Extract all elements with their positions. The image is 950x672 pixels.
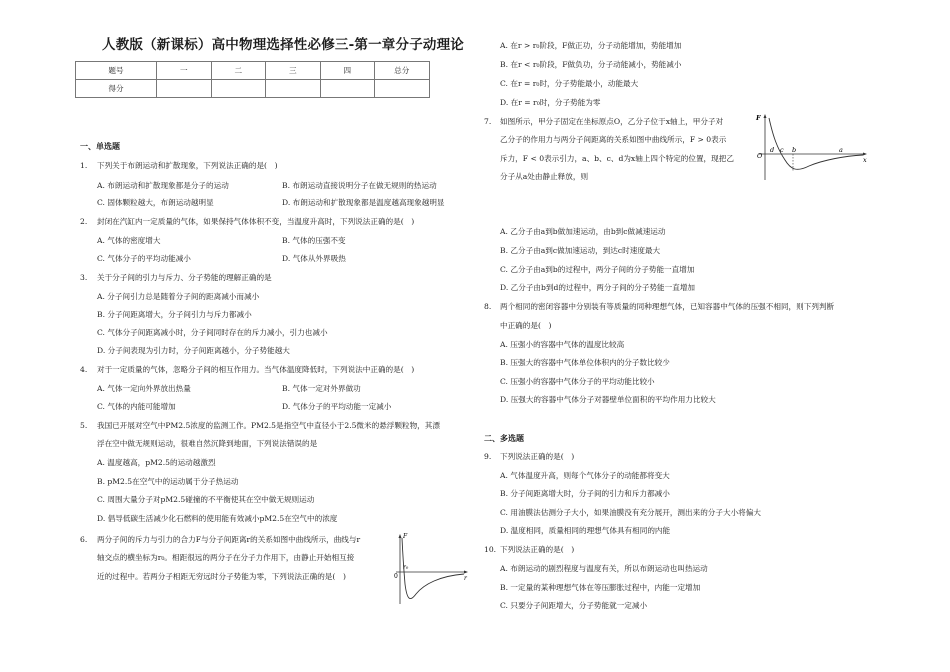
q9-option-c: C. 用油膜法估测分子大小，如果油膜没有充分展开，测出来的分子大小将偏大 bbox=[500, 508, 761, 517]
q1-option-c: C. 固体颗粒越大，布朗运动越明显 bbox=[97, 198, 214, 207]
score-cell bbox=[211, 80, 266, 98]
q2-option-b: B. 气体的压强不变 bbox=[282, 236, 346, 245]
q10-option-a: A. 布朗运动的剧烈程度与温度有关，所以布朗运动也叫热运动 bbox=[500, 564, 708, 573]
page-title: 人教版（新课标）高中物理选择性必修三-第一章分子动理论 bbox=[102, 37, 465, 53]
q7-graph-point-c: c bbox=[780, 146, 784, 154]
q3-option-a: A. 分子间引力总是随着分子间的距离减小而减小 bbox=[97, 292, 260, 301]
q5-option-d: D. 倡导低碳生活减少化石燃料的使用能有效减小pM2.5在空气中的浓度 bbox=[97, 514, 338, 523]
score-cell bbox=[375, 80, 430, 98]
q7-graph-point-b: b bbox=[792, 146, 797, 154]
q7-option-d: D. 乙分子由b到d的过程中，两分子间的分子势能一直增加 bbox=[500, 283, 696, 292]
q5-option-a: A. 温度越高，pM2.5的运动越激烈 bbox=[97, 458, 216, 467]
score-cell: 三 bbox=[266, 62, 321, 80]
q8-stem-line2: 中正确的是( ) bbox=[500, 321, 552, 330]
q9-option-b: B. 分子间距离增大时，分子间的引力和斥力都减小 bbox=[500, 489, 670, 498]
q4-option-d: D. 气体分子的平均动能一定减小 bbox=[282, 402, 392, 411]
score-cell: 四 bbox=[320, 62, 375, 80]
q6-stem-line2: 轴交点的横坐标为r₀。相距很远的两分子在分子力作用下，由静止开始相互接 bbox=[97, 553, 355, 562]
q2-number: 2. bbox=[80, 217, 88, 226]
q8-number: 8. bbox=[484, 302, 492, 311]
q7-stem-line1: 如图所示，甲分子固定在坐标原点O，乙分子位于x轴上，甲分子对 bbox=[500, 117, 724, 126]
q2-option-d: D. 气体从外界吸热 bbox=[282, 254, 346, 263]
q7-graph-point-d: d bbox=[770, 146, 775, 154]
q3-stem: 关于分子间的引力与斥力、分子势能的理解正确的是 bbox=[97, 273, 272, 282]
q5-stem-line1: 我国已开展对空气中PM2.5浓度的监测工作。PM2.5是指空气中直径小于2.5微米的悬浮颗粒物，其漂 bbox=[97, 421, 440, 430]
q8-option-a: A. 压强小的容器中气体的温度比较高 bbox=[500, 340, 625, 349]
q8-option-d: D. 压强大的容器中气体分子对器壁单位面积的平均作用力比较大 bbox=[500, 395, 716, 404]
score-cell: 题号 bbox=[76, 62, 157, 80]
q6-option-b: B. 在r < r₀阶段，F做负功，分子动能减小，势能减小 bbox=[500, 60, 682, 69]
section-multiple-choice: 二、多选题 bbox=[484, 433, 524, 443]
q7-graph-x-label: x bbox=[863, 156, 867, 164]
q10-number: 10. bbox=[484, 545, 497, 554]
q3-option-b: B. 分子间距离增大，分子间引力与斥力都减小 bbox=[97, 310, 252, 319]
q9-option-a: A. 气体温度升高，则每个气体分子的动能都将变大 bbox=[500, 471, 670, 480]
q8-option-c: C. 压强小的容器中气体分子的平均动能比较小 bbox=[500, 377, 655, 386]
q5-option-c: C. 周围大量分子对pM2.5碰撞的不平衡使其在空中做无规则运动 bbox=[97, 495, 315, 504]
q4-option-a: A. 气体一定向外界放出热量 bbox=[97, 384, 191, 393]
q6-graph-x-label: r bbox=[464, 575, 467, 582]
q6-option-d: D. 在r = r₀时，分子势能为零 bbox=[500, 98, 601, 107]
q7-option-b: B. 乙分子由a到c做加速运动，到达c时速度最大 bbox=[500, 246, 661, 255]
q10-option-b: B. 一定量的某种理想气体在等压膨胀过程中，内能一定增加 bbox=[500, 583, 701, 592]
q4-stem: 对于一定质量的气体，忽略分子间的相互作用力。当气体温度降低时，下列说法中正确的是( ) bbox=[97, 365, 415, 374]
q3-option-d: D. 分子间表现为引力时，分子间距离越小，分子势能越大 bbox=[97, 346, 290, 355]
q1-option-d: D. 布朗运动和扩散现象都是温度越高现象越明显 bbox=[282, 198, 445, 207]
q6-stem-line3: 近的过程中。若两分子相距无穷远时分子势能为零，下列说法正确的是( ) bbox=[97, 572, 346, 581]
q7-force-graph bbox=[755, 112, 870, 182]
q2-stem: 封闭在汽缸内一定质量的气体，如果保持气体体积不变，当温度升高时，下列说法正确的是( ) bbox=[97, 217, 415, 226]
q6-graph-origin: 0 bbox=[394, 573, 398, 580]
q9-number: 9. bbox=[484, 452, 492, 461]
q3-option-c: C. 气体分子间距离减小时，分子间同时存在的斥力减小，引力也减小 bbox=[97, 328, 328, 337]
q1-stem: 下列关于布朗运动和扩散现象，下列说法正确的是( ) bbox=[97, 161, 278, 170]
q4-option-b: B. 气体一定对外界做功 bbox=[282, 384, 361, 393]
q6-force-graph bbox=[390, 532, 470, 612]
q1-number: 1. bbox=[80, 161, 88, 170]
q4-option-c: C. 气体的内能可能增加 bbox=[97, 402, 176, 411]
score-cell: 得分 bbox=[76, 80, 157, 98]
score-cell bbox=[266, 80, 321, 98]
score-table bbox=[75, 61, 430, 98]
q10-stem: 下列说法正确的是( ) bbox=[500, 545, 575, 554]
q2-option-c: C. 气体分子的平均动能减小 bbox=[97, 254, 191, 263]
score-cell: 总分 bbox=[375, 62, 430, 80]
q9-stem: 下列说法正确的是( ) bbox=[500, 452, 575, 461]
score-table-row bbox=[76, 80, 430, 98]
q5-number: 5. bbox=[80, 421, 88, 430]
q7-stem-line3: 斥力，F < 0表示引力，a、b、c、d为x轴上四个特定的位置，现把乙 bbox=[500, 154, 734, 163]
q7-option-c: C. 乙分子由a到b的过程中，两分子间的分子势能一直增加 bbox=[500, 265, 695, 274]
q1-option-a: A. 布朗运动和扩散现象都是分子的运动 bbox=[97, 181, 229, 190]
score-cell bbox=[320, 80, 375, 98]
score-cell: 二 bbox=[211, 62, 266, 80]
q2-option-a: A. 气体的密度增大 bbox=[97, 236, 161, 245]
q4-number: 4. bbox=[80, 365, 88, 374]
q6-graph-y-label: F bbox=[403, 533, 408, 540]
q6-option-a: A. 在r > r₀阶段，F做正功，分子动能增加，势能增加 bbox=[500, 41, 682, 50]
q3-number: 3. bbox=[80, 273, 88, 282]
q7-graph-y-label: F bbox=[756, 114, 761, 122]
q5-option-b: B. pM2.5在空气中的运动属于分子热运动 bbox=[97, 477, 239, 486]
q7-stem-line2: 乙分子的作用力与两分子间距离的关系如图中曲线所示，F > 0表示 bbox=[500, 135, 727, 144]
q7-graph-point-a: a bbox=[839, 146, 843, 154]
q6-option-c: C. 在r = r₀时，分子势能最小，动能最大 bbox=[500, 79, 639, 88]
q1-option-b: B. 布朗运动直接说明分子在做无规则的热运动 bbox=[282, 181, 437, 190]
q7-stem-line4: 分子从a处由静止释放，则 bbox=[500, 172, 589, 181]
q7-graph-origin: O bbox=[757, 152, 763, 160]
score-cell: 一 bbox=[157, 62, 212, 80]
q7-option-a: A. 乙分子由a到b做加速运动，由b到c做减速运动 bbox=[500, 227, 666, 236]
score-cell bbox=[157, 80, 212, 98]
q8-stem-line1: 两个相同的密闭容器中分别装有等质量的同种理想气体，已知容器中气体的压强不相同，则下列判断 bbox=[500, 302, 835, 311]
q6-graph-r0: r₀ bbox=[403, 564, 409, 571]
q8-option-b: B. 压强大的容器中气体单位体积内的分子数比较少 bbox=[500, 358, 670, 367]
q6-stem-line1: 两分子间的斥力与引力的合力F与分子间距离r的关系如图中曲线所示，曲线与r bbox=[97, 535, 361, 544]
q5-stem-line2: 浮在空中做无规则运动，很难自然沉降到地面，下列说法错误的是 bbox=[97, 439, 318, 448]
section-single-choice: 一、单选题 bbox=[80, 141, 120, 151]
q9-option-d: D. 温度相同，质量相同的理想气体具有相同的内能 bbox=[500, 526, 671, 535]
q6-number: 6. bbox=[80, 535, 88, 544]
score-table-header-row bbox=[76, 62, 430, 80]
q10-option-c: C. 只要分子间距增大，分子势能就一定减小 bbox=[500, 601, 648, 610]
q7-number: 7. bbox=[484, 117, 492, 126]
